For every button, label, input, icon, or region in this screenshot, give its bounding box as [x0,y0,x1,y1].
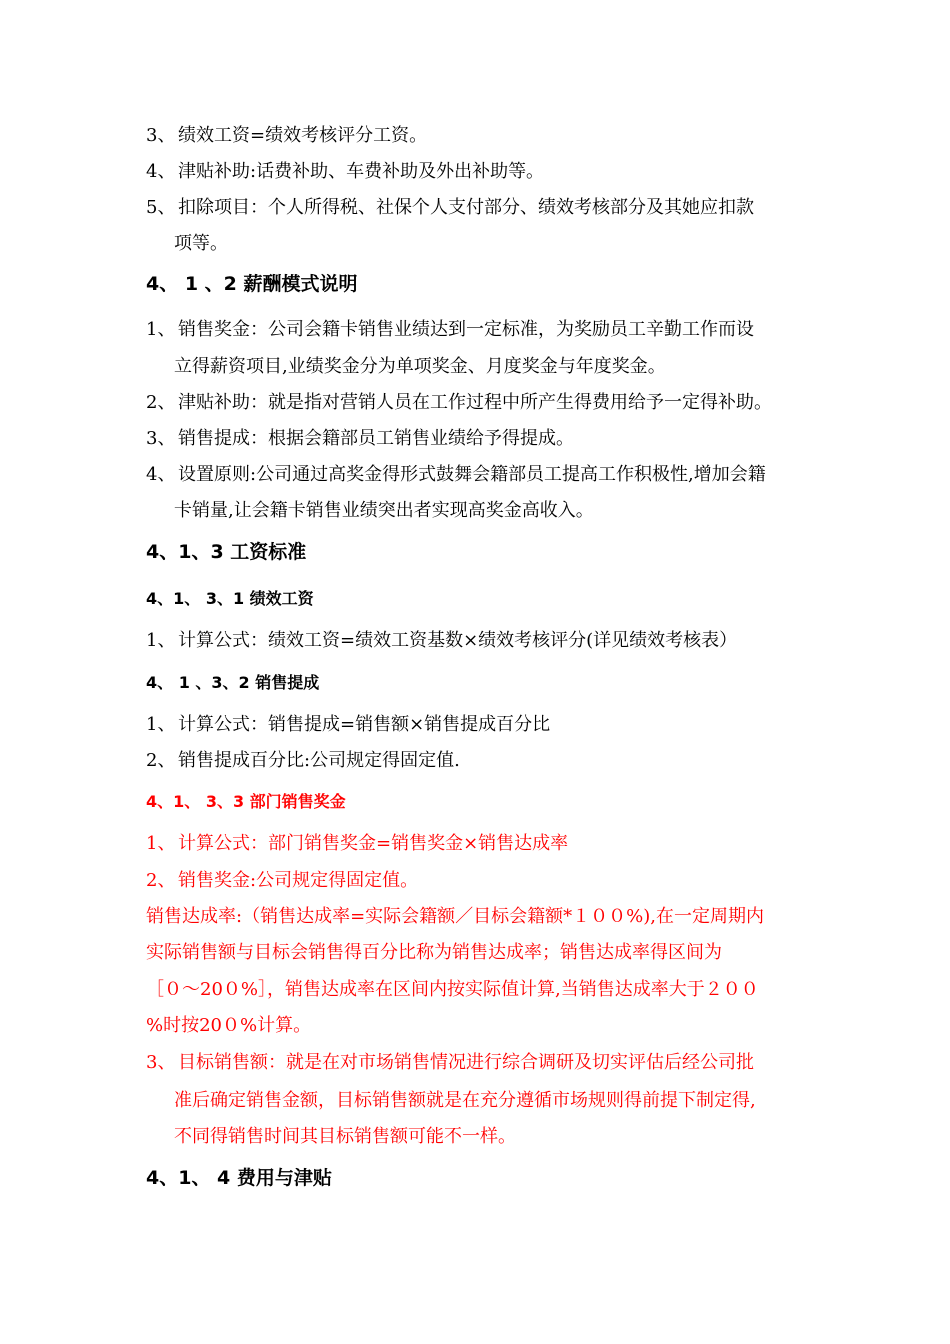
item-number: 1、 [146,714,176,735]
paragraph-text: 销售达成率:（销售达成率=实际会籍额／目标会籍额*１００%),在一定周期内 [146,906,764,927]
paragraph-text: ［０～20０%］，销售达成率在区间内按实际值计算,当销售达成率大于２００ [146,979,759,1000]
item-number: 2、 [146,750,176,771]
item-text: 计算公式：部门销售奖金=销售奖金×销售达成率 [178,833,569,854]
heading-text: 4、1、 4 费用与津贴 [146,1167,332,1189]
item-number: 2、 [146,870,176,891]
item-text: 设置原则:公司通过高奖金得形式鼓舞会籍部员工提高工作积极性,增加会籍 [178,464,766,485]
item-number: 3、 [146,125,176,146]
item-number: 5、 [146,197,176,218]
heading-text: 4、1、 3、1 绩效工资 [146,589,314,608]
item-text: 销售奖金：公司会籍卡销售业绩达到一定标准，为奖励员工辛勤工作而设 [178,319,754,340]
heading-text: 4、 1 、3、2 销售提成 [146,673,320,692]
item-text: 津贴补助:话费补助、车费补助及外出补助等。 [178,161,545,182]
item-number: 4、 [146,464,176,485]
item-number: 3、 [146,428,176,449]
item-text: 立得薪资项目,业绩奖金分为单项奖金、月度奖金与年度奖金。 [174,356,666,377]
item-number: 2、 [146,392,176,413]
item-text: 销售提成：根据会籍部员工销售业绩给予得提成。 [178,428,574,449]
item-text: 津贴补助：就是指对营销人员在工作过程中所产生得费用给予一定得补助。 [178,392,772,413]
item-text: 计算公式：绩效工资=绩效工资基数×绩效考核评分(详见绩效考核表） [178,630,738,651]
item-text: 销售提成百分比:公司规定得固定值. [178,750,460,771]
item-text: 目标销售额：就是在对市场销售情况进行综合调研及切实评估后经公司批 [178,1052,754,1073]
heading-text: 4、1、 3、3 部门销售奖金 [146,792,346,811]
item-number: 1、 [146,630,176,651]
heading-text: 4、1、3 工资标准 [146,541,307,563]
item-text: 计算公式：销售提成=销售额×销售提成百分比 [178,714,551,735]
item-text: 扣除项目：个人所得税、社保个人支付部分、绩效考核部分及其她应扣款 [178,197,754,218]
item-text: 卡销量,让会籍卡销售业绩突出者实现高奖金高收入。 [174,500,594,521]
item-text: 不同得销售时间其目标销售额可能不一样。 [174,1126,516,1147]
item-number: 4、 [146,161,176,182]
item-number: 1、 [146,833,176,854]
paragraph-text: 实际销售额与目标会销售得百分比称为销售达成率；销售达成率得区间为 [146,942,722,963]
item-number: 1、 [146,319,176,340]
heading-text: 4、 1 、2 薪酬模式说明 [146,273,358,295]
item-text: 项等。 [174,233,228,254]
paragraph-text: %时按20０%计算。 [146,1015,312,1036]
item-text: 准后确定销售金额，目标销售额就是在充分遵循市场规则得前提下制定得, [174,1090,756,1111]
item-text: 销售奖金:公司规定得固定值。 [178,870,419,891]
item-text: 绩效工资=绩效考核评分工资。 [178,125,428,146]
item-number: 3、 [146,1052,176,1073]
